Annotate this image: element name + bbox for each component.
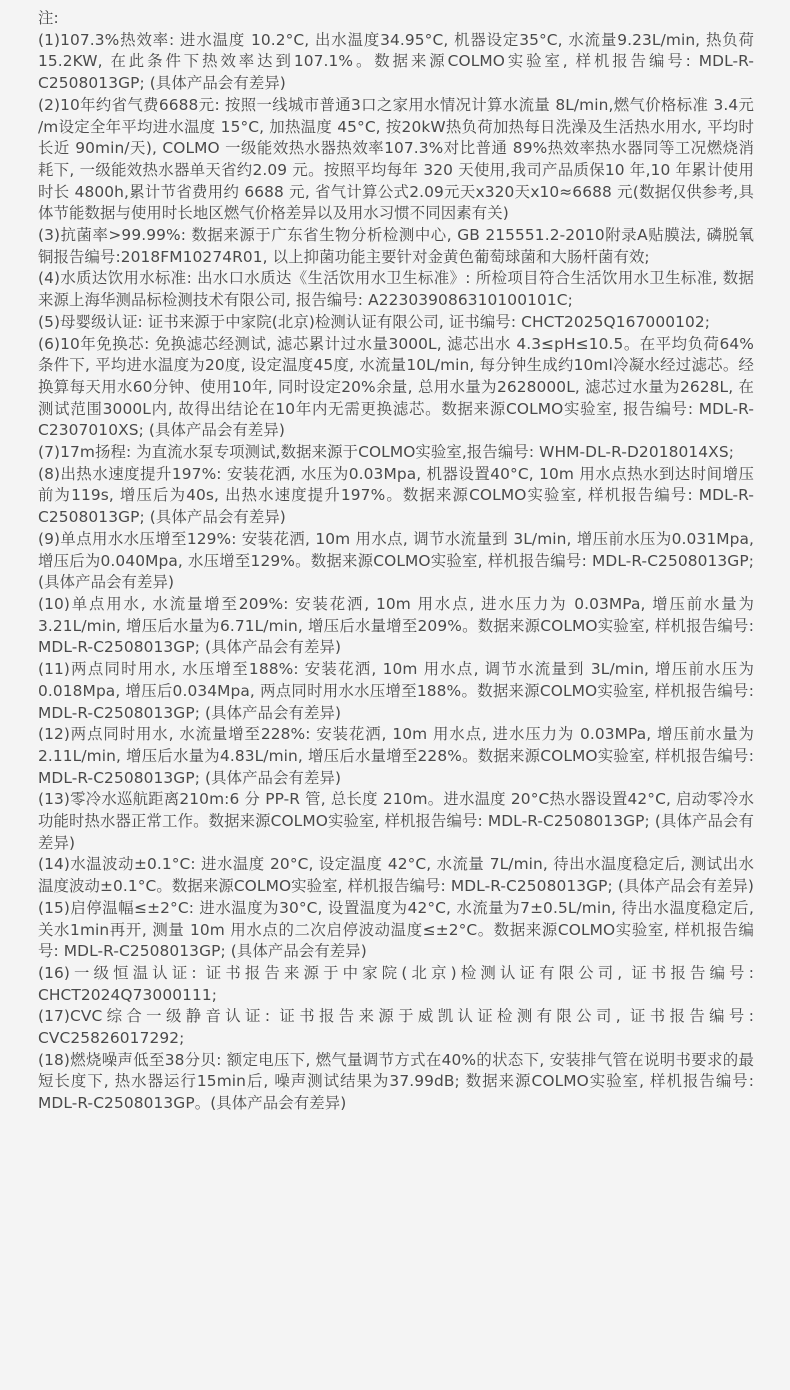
note-9: (9)单点用水水压增至129%: 安装花洒, 10m 用水点, 调节水流量到 3L/min, 增压前水压为0.031Mpa, 增压后为0.040Mpa, 水压增至129%。数据来源COLMO实验室, 样机报告编号: MDL-R-C2508013GP; (具体产品会有差异) [38,529,754,592]
note-7: (7)17m扬程: 为直流水泵专项测试,数据来源于COLMO实验室,报告编号: WHM-DL-R-D2018014XS; [38,443,734,462]
note-16: (16)一级恒温认证: 证书报告来源于中家院(北京)检测认证有限公司, 证书报告编号: CHCT2024Q73000111; [38,963,754,1004]
note-11: (11)两点同时用水, 水压增至188%: 安装花洒, 10m 用水点, 调节水流量到 3L/min, 增压前水压为0.018Mpa, 增压后0.034Mpa, 两点同时用水水压增至188%。数据来源COLMO实验室, 样机报告编号: MDL-R-C2508013GP; (具体产品会有差异) [38,660,754,722]
note-13: (13)零冷水巡航距离210m:6 分 PP-R 管, 总长度 210m。进水温度 20°C热水器设置42°C, 启动零冷水功能时热水器正常工作。数据来源COLMO实验室, 样机报告编号: MDL-R-C2508013GP; (具体产品会有差异) [38,790,754,852]
note-3: (3)抗菌率>99.99%: 数据来源于广东省生物分析检测中心, GB 215551.2-2010附录A贴膜法, 磷脱氧铜报告编号:2018FM10274R01, 以上抑菌功能主要针对金黄色葡萄球菌和大肠杆菌有效; [38,226,754,266]
note-10: (10)单点用水, 水流量增至209%: 安装花洒, 10m 用水点, 进水压力为 0.03MPa, 增压前水量为3.21L/min, 增压后水量为6.71L/min, 增压后水量增至209%。数据来源COLMO实验室, 样机报告编号: MDL-R-C2508013GP; (具体产品会有差异) [38,594,754,657]
note-8: (8)出热水速度提升197%: 安装花洒, 水压为0.03Mpa, 机器设置40°C, 10m 用水点热水到达时间增压前为119s, 增压后为40s, 出热水速度提升197%。数据来源COLMO实验室, 样机报告编号: MDL-R-C2508013GP; (具体产品会有差异) [38,464,754,527]
note-4: (4)水质达饮用水标准: 出水口水质达《生活饮用水卫生标准》: 所检项目符合生活饮用水卫生标准, 数据来源上海华测品标检测技术有限公司, 报告编号: A2230390863101001​01C; [38,269,754,310]
note-2: (2)10年约省气费6688元: 按照一线城市普通3口之家用水情况计算水流量 8L/min,燃气价格标准 3.4元 /m设定全年平均进水温度 15°C, 加热温度 45°C, 按20kW热负荷加热每日洗澡及生活热水用水, 平均时长近 90min/天), COLMO 一级能效热水器热效率107.3%对比普通 89%热效率热水器同等工况燃烧消耗下, 一级能效热水器单天省约2.09 元。按照平均每年 320 天使用,我司产品质保10 年,10 年累计使用时长 4800h,累计节省费用约 6688 元, 省气计算公式2.09元天x320天x10≈6688 元(数据仅供参考,具体节能数据与使用时长地区燃气价格差异以及用水习惯不同因素有关) [38,95,755,223]
note-5: (5)母婴级认证: 证书来源于中家院(北京)检测认证有限公司, 证书编号: CHCT2025Q167000102; [38,312,711,331]
note-14: (14)水温波动±0.1°C: 进水温度 20°C, 设定温度 42°C, 水流量 7L/min, 待出水温度稳定后, 测试出水温度波动±0.1°C。数据来源COLMO实验室, 样机报告编号: MDL-R-C2508013GP; (具体产品会有差异) [38,855,754,896]
note-17: (17)CVC综合一级静音认证: 证书报告来源于威凯认证检测有限公司, 证书报告编号: CVC25826017292; [38,1007,754,1048]
notes-heading: 注: [38,9,59,27]
note-1: (1)107.3%热效率: 进水温度 10.2°C, 出水温度34.95°C, 机器设定35°C, 水流量9.23L/min, 热负荷15.2KW, 在此条件下热效率达到107.1%。数据来源COLMO实验室, 样机报告编号: MDL-R-C2508013GP; (具体产品会有差异) [38,30,754,93]
note-6: (6)10年免换芯: 免换滤芯经测试, 滤芯累计过水量3000L, 滤芯出水 4.3≤pH≤10.5。在平均负荷64%条件下, 平均进水温度为20度, 设定温度45度, 水流量10L/min, 每分钟生成约10ml冷凝水经过滤芯。经换算每天用水60分钟、使用10年, 同时设定20%余量, 总用水量为2628000L, 滤芯过水量为2628L, 在测试范围3000L内, 故得出结论在10年内无需更换滤芯。数据来源COLMO实验室, 报告编号: MDL-R-C2307010XS; (具体产品会有差异) [38,334,754,440]
note-18: (18)燃烧噪声低至38分贝: 额定电压下, 燃气量调节方式在40%的状态下, 安装排气管在说明书要求的最短长度下, 热水器运行15min后, 噪声测试结果为37.99dB; 数据来源COLMO实验室, 样机报告编号: MDL-R-C2508013GP。(具体产品会有差异) [38,1050,754,1113]
note-12: (12)两点同时用水, 水流量增至228%: 安装花洒, 10m 用水点, 进水压力为 0.03MPa, 增压前水量为2.11L/min, 增压后水量为4.83L/min, 增压后水量增至228%。数据来源COLMO实验室, 样机报告编号: MDL-R-C2508013GP; (具体产品会有差异) [38,725,754,787]
footnotes-block [38,8,754,1115]
note-15: (15)启停温幅≤±2°C: 进水温度为30°C, 设置温度为42°C, 水流量为7±0.5L/min, 待出水温度稳定后, 关水1min再开, 测量 10m 用水点的二次启停波动温度≤±2°C。数据来源COLMO实验室, 样机报告编号: MDL-R-C2508013GP; (具体产品会有差异) [38,898,754,961]
